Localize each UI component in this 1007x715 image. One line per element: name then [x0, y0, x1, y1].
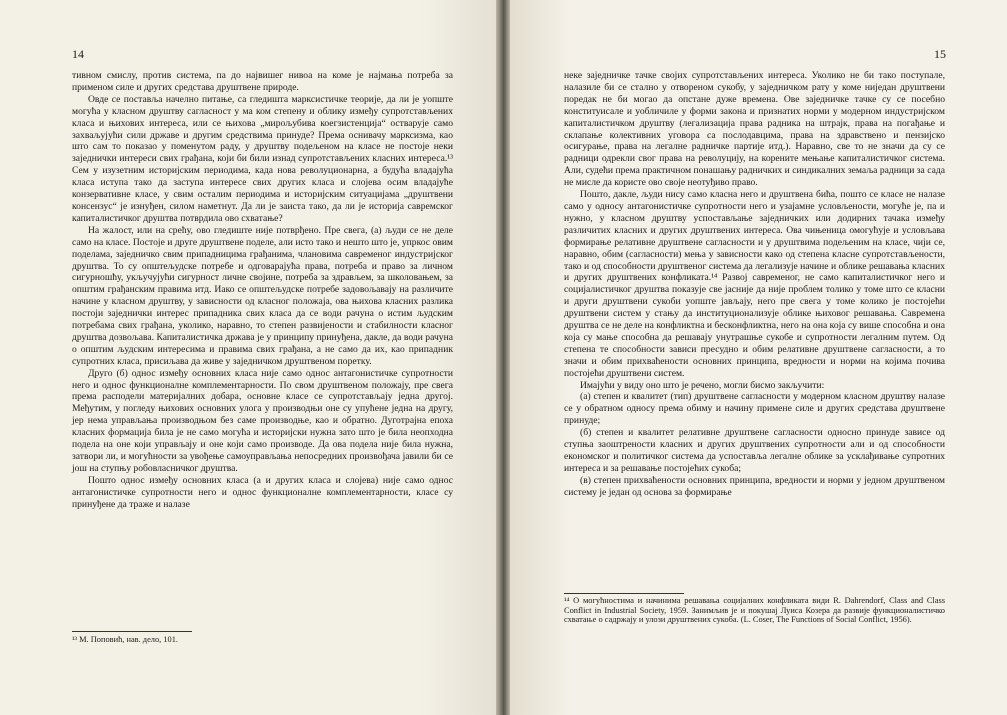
- footnote-text: ¹⁴ О могућностима и начинима решавања социјалних конфликата види R. Dahrendorf, Class and Class Conflict in Industrial Society, 1959. Занимљив је и покушај Луиса Козера да развије функционалистичко схватање о садржају и улози друштвених сукоба. (L. Coser, The Functions of Social Conflict, 1956).: [564, 596, 945, 625]
- paragraph: Имајући у виду оно што је речено, могли бисмо закључити:: [580, 379, 825, 391]
- page-body: [564, 70, 945, 499]
- right-page: [510, 0, 1007, 715]
- footnote: [72, 635, 453, 645]
- paragraph: На жалост, или на срећу, ово гледиште није потврђено. Пре свега, (а) људи се не деле само на класе. Постоје и друге друштвене поделе, али исто тако и нешто што је, упркос овим поделама, заједничко свим припадницима грађанима, члановима савременог индустријског друштва. То су општељудске потребе и одговарајућа права, потреба и право за личном сигурношћу, укључујући сигурност личне својине, потреба за здрављем, за школовањем, за општим грађанским правима итд. Иако се општељудске потребе задовољавају на различите начине у класном друштву, у зависности од класног положаја, ова њихова класних разлика постоји заједнички интерес припадника свих класа да се води рачуна о истим људским потребама свих грађана, уколико, наравно, то степен развијености и стабилности класног друштва дозвољава. Капиталистичка држава је у принципу принуђена, дакле, да води рачуна о општим људским интересима и правима свих грађана, а не само да их, као припадник супротних класа, присиљава да живе у заједничком друштвеном поретку.: [72, 224, 453, 367]
- page-number: 14: [72, 47, 84, 61]
- list-item: (а) степен и квалитет (тип) друштвене сагласности у модерном класном друштву налазе се у обратном односу према обиму и начину примене силе и других средстава друштвене принуде;: [564, 391, 945, 427]
- list-item: (б) степен и квалитет релативне друштвене сагласности односно принуде зависе од ступња заоштрености класних и других друштвених супротности али и од способности економског и политичког система да успоставља легалне облике за усклађивање супротних интереса и за решавање постојећих сукоба;: [564, 427, 945, 474]
- left-page: [0, 0, 496, 715]
- paragraph: тивном смислу, против система, па до највишег нивоа на коме је најмања потреба за применом силе и других средстава друштвене природе.: [72, 70, 453, 93]
- paragraph: Друго (б) однос између основних класа није само однос антагонистичке супротности него и однос функционалне комплементарности. По свом друштвеном положају, пре свега према расподели материјалних добара, основне класе се супротстављају једна другој. Међутим, у погледу њихових основних улога у производњи оне су упућене једна на другу, јер нема управљања производњом без саме производње, као и обратно. Дуготрајна епоха класних формација била је не само могућа и историјски нужна зато што је била неопходна подела на оне који управљају и оне који само производе. Да ова подела није била нужна, затвори ли, и могућности за увођење самоуправљања непосредних произвођача јавили би се још на ступњу робовласничког друштва.: [72, 367, 453, 474]
- paragraph: Пошто, дакле, људи нису само класна него и друштвена бића, пошто се класе не налазе само у односу антагонистичке супротности него и узајамне условљености, могуће је, па и нужно, у класном друштву успостављање заједничких или додирних тачака између различитих класних и других друштвених интереса. Ова чињеница омогућује и условљава формирање релативне друштвене сагласности и у друштвима подељеним на класе, чији се, наравно, обим (сагласности) мења у зависности како од степена класне супротстављености, тако и од способности друштвеног система да легализује начине и облике решавања класних и других друштвених конфликата.¹⁴ Развој савременог, не само капиталистичког него и социјалистичког друштва показује све јасније да није проблем толико у томе што се класни и други друштвени сукоби уопште јављају, него пре свега у томе колико је постојећи друштвени систем у стању да институционализује облике њиховог решавања. Савремена друштва се не деле на конфликтна и бесконфликтна, него на она која су више способна и она која су мање способна да решавају унутрашње сукобе и супротности легалним путем. Од степена те способности зависи пресудно и обим релативне друштвене сагласности, а то значи и обим прихваћености основних принципа, вредности и норми на којима почива постојећи друштвени систем.: [564, 189, 945, 379]
- footnote-divider: [72, 631, 192, 632]
- list-item: (в) степен прихваћености основних принципа, вредности и норми у једном друштвеном систему је један од основа за формирање: [564, 474, 945, 498]
- paragraph: Овде се поставља начелно питање, са гледишта марксистичке теорије, да ли је уопште могућа у класном друштву сагласност у ма ком степену и облику између супротстављених класа и њихових интереса, или се њихова „мирољубива коегзистенција“ остварује само захваљујући сили државе и другим средствима принуде? Према оснивачу марксизма, као што сам то показао у поменутом раду, у друштву подељеном на класе не постоје неки заједнички интереси свих грађана, који би били изнад супротстављених класних интереса.¹³ Сем у изузетним историјским периодима, када нова револуционарна, а будућа владајућа класа иступа тако да заступа интересе свих других класа и слојева осим владајуће конзервативне класе, у свим осталим периодима и историјским ситуацијама „друштвени консензус“ је изнуђен, силом наметнут. Да ли је заиста тако, да ли је историја савремског капиталистичког друштва потврдила ово схватање?: [72, 93, 453, 224]
- footnote-divider: [564, 593, 684, 594]
- footnote: [564, 596, 945, 625]
- page-body: [72, 70, 453, 511]
- footnote-text: ¹³ М. Поповић, нав. дело, 101.: [72, 635, 178, 644]
- page-number: 15: [934, 47, 946, 61]
- paragraph: неке заједничке тачке својих супротстављених интереса. Уколико не би тако поступале, налазиле би се стално у отвореном сукобу, у заједничком рату у коме ниједан друштвени поредак не би могао да опстане дуже времена. Ове заједничке тачке су се посебно конституисале и уобличиле у форми закона и признатих норми у модерном индустријском капиталистичком друштву (легализација права радника на штрајк, права на погађање и склапање колективних уговора са послодавцима, права на здравствено и пензијско осигурање, права на легалне радничке партије итд.). Наравно, све то не значи да су се радници одрекли свог права на револуцију, на корените мењање капиталистичког система. Али, судећи према практичном понашању радничких и синдикалних земаља радници за сада не мисле да користе ово своје неотуђиво право.: [564, 70, 945, 189]
- book-gutter: [496, 0, 510, 715]
- paragraph: Пошто однос између основних класа (а и других класа и слојева) није само однос антагонистичке супротности него и однос функционалне комплементарности, класе су принуђене да траже и налазе: [72, 474, 453, 510]
